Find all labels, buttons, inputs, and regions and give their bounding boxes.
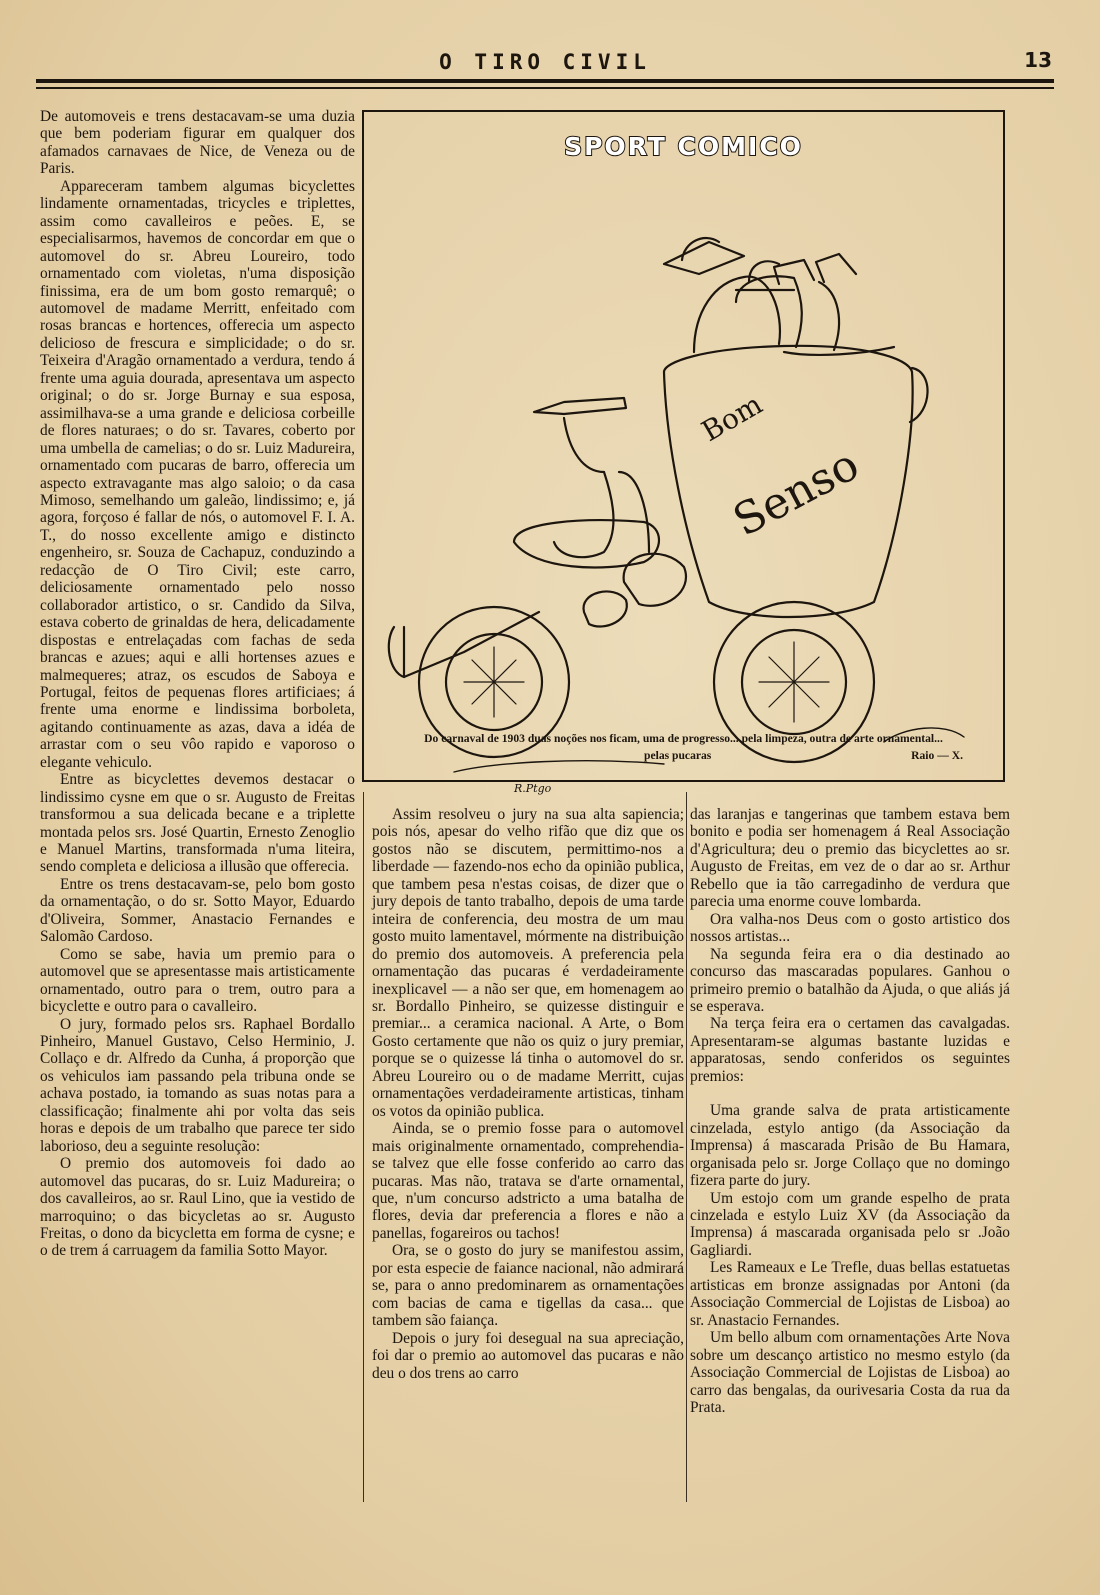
cartoon-panel bbox=[362, 110, 1005, 795]
paragraph: Um bello album com ornamentações Arte Nova sobre um descanço artistico no mesmo estylo (da Associação Commercial de Lojistas de Lisboa) ao carro das bengalas, da ourivesaria Costa da rua da Prata. bbox=[690, 1329, 1010, 1416]
paragraph: das laranjas e tangerinas que tambem estava bem bonito e podia ser homenagem á Real Associação d'Agricultura; deu o premio das bicyclettes ao sr. Augusto de Freitas, em vez de o dar ao sr. Arthur Rebello que ia tão carregadinho de verdura que parecia uma enorme couve lombarda. bbox=[690, 806, 1010, 911]
pot-label-bom: Bom bbox=[696, 387, 768, 449]
artist-signature: R.Ptgo bbox=[514, 782, 552, 795]
paragraph: Entre os trens destacavam-se, pelo bom gosto da ornamentação, o do sr. Sotto Mayor, Eduardo d'Oliveira, Sommer, Anastacio Fernandes e Salomão Cardoso. bbox=[40, 875, 355, 946]
column-divider bbox=[686, 792, 687, 1502]
cartoon-caption-line2: pelas pucaras bbox=[644, 749, 712, 762]
paragraph: Um estojo com um grande espelho de prata cinzelada e estylo Luiz XV (da Associação da Imprensa) á mascarada organisada pelo sr .João Gagliardi. bbox=[690, 1189, 1010, 1259]
header-rule-thick bbox=[36, 79, 1054, 83]
paragraph: Ainda, se o premio fosse para o automovel mais originalmente ornamentado, comprehendia-se talvez que elle fosse conferido ao carro das pucaras. Mas não, tratava se d'arte ornamental, que, n'um concurso adstricto a uma batalha de flores, devia dar preferencia a flores e não a panellas, fogareiros ou tachos! bbox=[372, 1120, 684, 1242]
cartoon-caption: Do carnaval de 1903 duas noções nos ficam, uma de progresso... pela limpeza, outra de arte ornamental... bbox=[424, 732, 943, 745]
page-header bbox=[36, 46, 1054, 76]
paragraph: Appareceram tambem algumas bicyclettes lindamente ornamentadas, tricycles e triplettes, assim como cavalleiros e peões. E, se especialisarmos, havemos de concordar em que o automovel do sr. Abreu Loureiro, todo ornamentado com violetas, n'uma disposição finissima, era de um bom gosto remarquê; o automovel de madame Merritt, enfeitado com rosas brancas e hortences, offerecia um aspecto delicioso de frescura e simplicidade; o do sr. Teixeira d'Aragão ornamentado a verdura, tendo á frente uma aguia dourada, apresentava um aspecto original; o do sr. Jorge Burnay e sua esposa, assimilhava-se a uma grande e deliciosa corbeille de flores naturaes; o do sr. Tavares, coberto por uma umbella de camelias; o do sr. Luiz Madureira, ornamentado com pucaras de barro, offerecia um aspecto extravagante mas algo saloio; o da casa Mimoso, semelhando um galeão, lindissimo; e, já agora, forçoso é fallar de nós, o automovel F. I. A. T., do nosso excellente amigo e distincto engenheiro, sr. Souza de Cachapuz, conduzindo a redacção de O Tiro Civil; este carro, deliciosamente ornamentado pelo nosso collaborador artistico, o sr. Candido da Silva, estava coberto de grinaldas de hera, delicadamente dispostas e entrelaçadas com fachas de seda brancas e azues; aqui e alli hortenses azues e malmequeres; atraz, os escudos de Saboya e Portugal, feitos de pequenas flores artificiaes; á frente uma enorme e lindissima borboleta, agitando continuamente as azas, dava a idéa de arrastar com o seu vôo rapido e vaporoso o elegante vehiculo. bbox=[40, 177, 355, 771]
cartoon-title: SPORT COMICO bbox=[564, 132, 803, 161]
column-divider bbox=[363, 792, 364, 1502]
column-1 bbox=[40, 108, 355, 1260]
cartoon-illustration bbox=[364, 172, 1003, 795]
paragraph: Na terça feira era o certamen das cavalgadas. Apresentaram-se algumas bastante luzidas e apparatosas, sendo conferidos os seguintes premios: bbox=[690, 1015, 1010, 1085]
paragraph: Les Rameaux e Le Trefle, duas bellas estatuetas artisticas em bronze assignadas por Antoni (da Associação Commercial de Lojistas de Lisboa) ao sr. Anastacio Fernandes. bbox=[690, 1259, 1010, 1329]
paragraph: Depois o jury foi desegual na sua apreciação, foi dar o premio ao automovel das pucaras e não deu o dos trens ao carro bbox=[372, 1329, 684, 1382]
paragraph: Na segunda feira era o dia destinado ao concurso das mascaradas populares. Ganhou o primeiro premio o batalhão da Ajuda, o que aliás já se esperava. bbox=[690, 945, 1010, 1015]
paragraph: Entre as bicyclettes devemos destacar o lindissimo cysne em que o sr. Augusto de Freitas transformou a sua delicada becane e a triplette montada pelos srs. José Quartin, Ernesto Zenoglio e Manuel Martins, transformada n'uma liteira, sendo completa e deliciosa a illusão que offerecia. bbox=[40, 771, 355, 876]
paragraph: Como se sabe, havia um premio para o automovel que se apresentasse mais artisticamente ornamentado, outro para o trem, outro para a bicyclette e outro para o cavalleiro. bbox=[40, 945, 355, 1016]
paragraph: De automoveis e trens destacavam-se uma duzia que bem poderiam figurar em qualquer dos afamados carnavaes de Nice, de Veneza ou de Paris. bbox=[40, 108, 355, 178]
pot-label-senso: Senso bbox=[725, 438, 868, 547]
page-number: 13 bbox=[1024, 48, 1052, 72]
column-2 bbox=[372, 806, 684, 1382]
paragraph: Ora valha-nos Deus com o gosto artistico dos nossos artistas... bbox=[690, 910, 1010, 946]
header-rule-thin bbox=[36, 87, 1054, 89]
paragraph: O jury, formado pelos srs. Raphael Bordallo Pinheiro, Manuel Gustavo, Celso Herminio, J. Collaço e dr. Alfredo da Cunha, á proporção que os vehiculos iam passando pela tribuna onde se achava postado, ia tomando as suas notas para a classificação; finalmente ahi por volta das seis horas e depois de um trabalho que parece ter sido laborioso, deu a seguinte resolução: bbox=[40, 1015, 355, 1155]
paragraph: O premio dos automoveis foi dado ao automovel das pucaras, do sr. Luiz Madureira; o dos cavalleiros, ao sr. Raul Lino, que ia vestido de marroquino; o das bicycletas ao sr. Augusto Freitas, o dono da bicycletta em forma de cysne; e o de trem á carruagem da familia Sotto Mayor. bbox=[40, 1155, 355, 1260]
paragraph: Uma grande salva de prata artisticamente cinzelada, estylo antigo (da Associação da Imprensa) á mascarada Prisão de Bu Hamara, organisada pelo sr. Jorge Collaço que no domingo fizera parte do jury. bbox=[690, 1102, 1010, 1190]
paragraph: Assim resolveu o jury na sua alta sapiencia; pois nós, apesar do velho rifão que diz que os gostos não se discutem, permittimo-nos a liberdade — fazendo-nos echo da opinião publica, que tambem pesa n'estas coisas, de dizer que o jury depois de tanto trabalho, depois de uma tarde inteira de conferencia, deu mostra de um mau gosto muito lamentavel, mórmente na distribuição do premio dos automoveis. A preferencia pela ornamentação das pucaras é verdadeiramente inexplicavel — a não ser que, em homenagem ao sr. Bordallo Pinheiro, se quizesse distinguir e premiar... a ceramica nacional. A Arte, o Bom Gosto certamente que não os quiz o jury premiar, porque se o quizesse lá tinha o automovel do sr. Abreu Loureiro ou o de madame Merritt, cujas ornamentações verdadeiramente artisticas, tinham os votos da opinião publica. bbox=[372, 806, 684, 1120]
cartoon-author: Raio — X. bbox=[911, 749, 963, 762]
newspaper-title: O TIRO CIVIL bbox=[439, 50, 651, 74]
paragraph: Ora, se o gosto do jury se manifestou assim, por esta especie de faiance nacional, não admirará se, para o anno predominarem as ornamentações com bacias de cama e tigellas da casa... que tambem são faiança. bbox=[372, 1242, 684, 1330]
column-3 bbox=[690, 806, 1010, 1416]
